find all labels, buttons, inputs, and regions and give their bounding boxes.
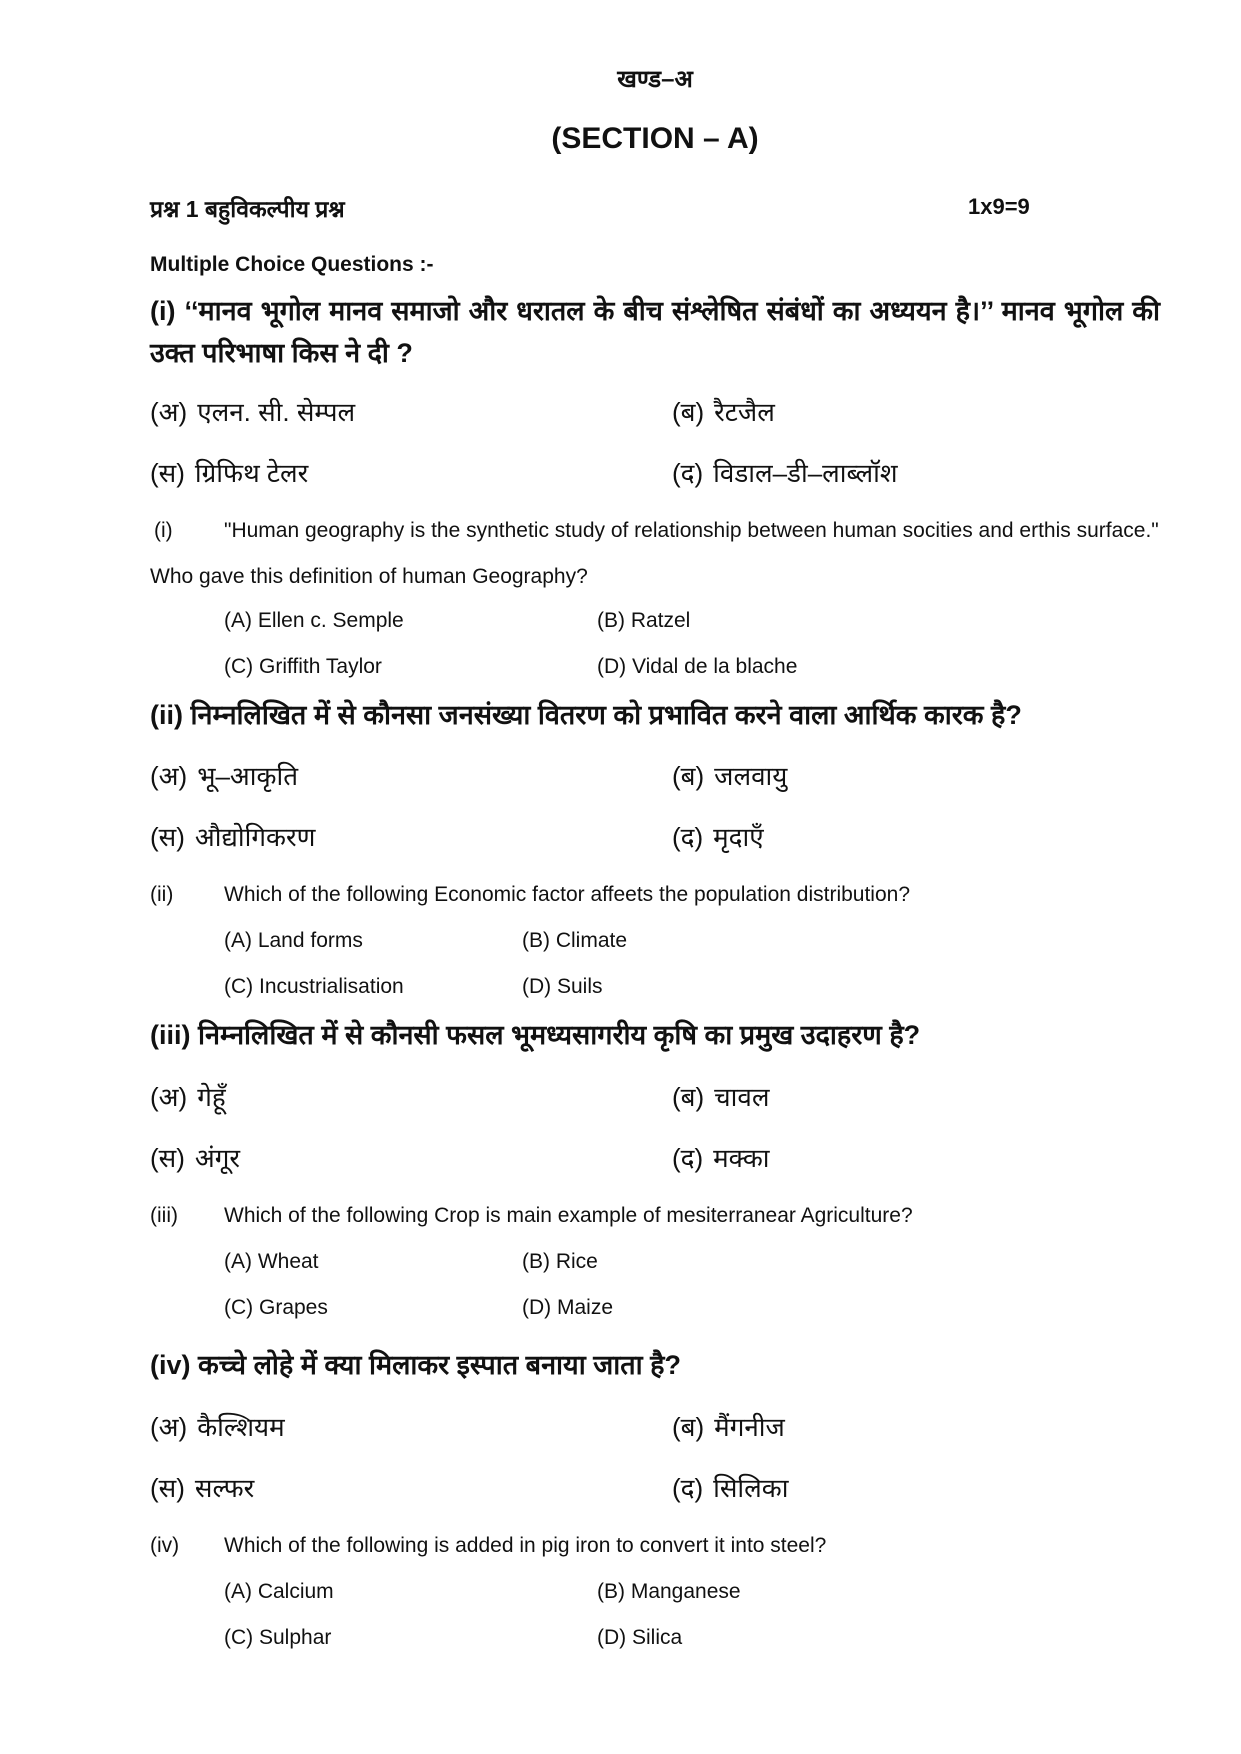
question-number: (iv) <box>150 1534 180 1557</box>
option-c-english: (C) Grapes <box>224 1296 328 1319</box>
question-1-title: प्रश्न 1 बहुविकल्पीय प्रश्न <box>150 196 345 222</box>
option-a-english: (A) Land forms <box>224 929 363 952</box>
option-c-hindi: (स) ग्रिफिथ टेलर <box>150 458 309 488</box>
option-a-hindi: (अ) कैल्शियम <box>150 1412 285 1442</box>
question-number: (iii) <box>150 1204 178 1227</box>
question-iii-english: Which of the following Crop is main example of mesiterranear Agriculture? <box>224 1204 913 1227</box>
option-b-english: (B) Manganese <box>597 1580 741 1603</box>
option-b-hindi: (ब) चावल <box>672 1082 770 1112</box>
option-b-hindi: (ब) जलवायु <box>672 761 788 791</box>
question-i-english: (i) "Human geography is the synthetic study of relationship between human socities and erthis surface." Who gave this definition of human Geography? <box>150 519 1159 588</box>
option-a-hindi: (अ) एलन. सी. सेम्पल <box>150 397 356 427</box>
option-c-english: (C) Griffith Taylor <box>224 655 382 678</box>
section-title-english: (SECTION – A) <box>551 122 759 155</box>
option-d-english: (D) Silica <box>597 1626 683 1649</box>
question-ii-hindi: (ii) निम्नलिखित में से कौनसा जनसंख्या वितरण को प्रभावित करने वाला आर्थिक कारक है? <box>150 700 1022 730</box>
question-iv-english: Which of the following is added in pig iron to convert it into steel? <box>224 1534 827 1557</box>
option-b-hindi: (ब) मैंगनीज <box>672 1412 785 1442</box>
section-title-hindi: खण्ड–अ <box>617 66 693 93</box>
option-b-english: (B) Rice <box>522 1250 598 1273</box>
option-b-english: (B) Ratzel <box>597 609 691 632</box>
option-c-english: (C) Sulphar <box>224 1626 332 1649</box>
option-a-english: (A) Ellen c. Semple <box>224 609 404 632</box>
option-d-hindi: (द) सिलिका <box>672 1473 789 1503</box>
question-number: (ii) <box>150 883 174 906</box>
option-b-hindi: (ब) रैटजैल <box>672 397 775 427</box>
option-d-english: (D) Suils <box>522 975 603 998</box>
option-c-hindi: (स) अंगूर <box>150 1143 241 1173</box>
question-iv-hindi: (iv) कच्चे लोहे में क्या मिलाकर इस्पात बनाया जाता है? <box>150 1350 681 1380</box>
option-c-english: (C) Incustrialisation <box>224 975 404 998</box>
option-d-english: (D) Vidal de la blache <box>597 655 798 678</box>
question-i-hindi: (i) ‘‘मानव भूगोल मानव समाजो और धरातल के बीच संश्लेषित संबंधों का अध्ययन है।’’ मानव भूगोल की उक्त परिभाषा किस ने दी ? <box>150 296 1160 368</box>
question-1-marks: 1x9=9 <box>968 194 1030 219</box>
option-a-hindi: (अ) भू–आकृति <box>150 761 299 791</box>
option-a-english: (A) Wheat <box>224 1250 319 1273</box>
option-a-hindi: (अ) गेहूँ <box>150 1082 226 1112</box>
option-c-hindi: (स) औद्योगिकरण <box>150 822 316 852</box>
option-d-hindi: (द) मक्का <box>672 1143 770 1173</box>
question-iii-hindi: (iii) निम्नलिखित में से कौनसी फसल भूमध्यसागरीय कृषि का प्रमुख उदाहरण है? <box>150 1020 921 1050</box>
option-d-hindi: (द) विडाल–डी–लाब्लॉश <box>672 458 898 488</box>
option-c-hindi: (स) सल्फर <box>150 1473 255 1503</box>
mcq-heading: Multiple Choice Questions :- <box>150 253 434 276</box>
question-ii-english: Which of the following Economic factor affeets the population distribution? <box>224 883 911 906</box>
option-d-hindi: (द) मृदाएँ <box>672 822 764 852</box>
option-d-english: (D) Maize <box>522 1296 614 1319</box>
option-b-english: (B) Climate <box>522 929 628 952</box>
option-a-english: (A) Calcium <box>224 1580 334 1603</box>
